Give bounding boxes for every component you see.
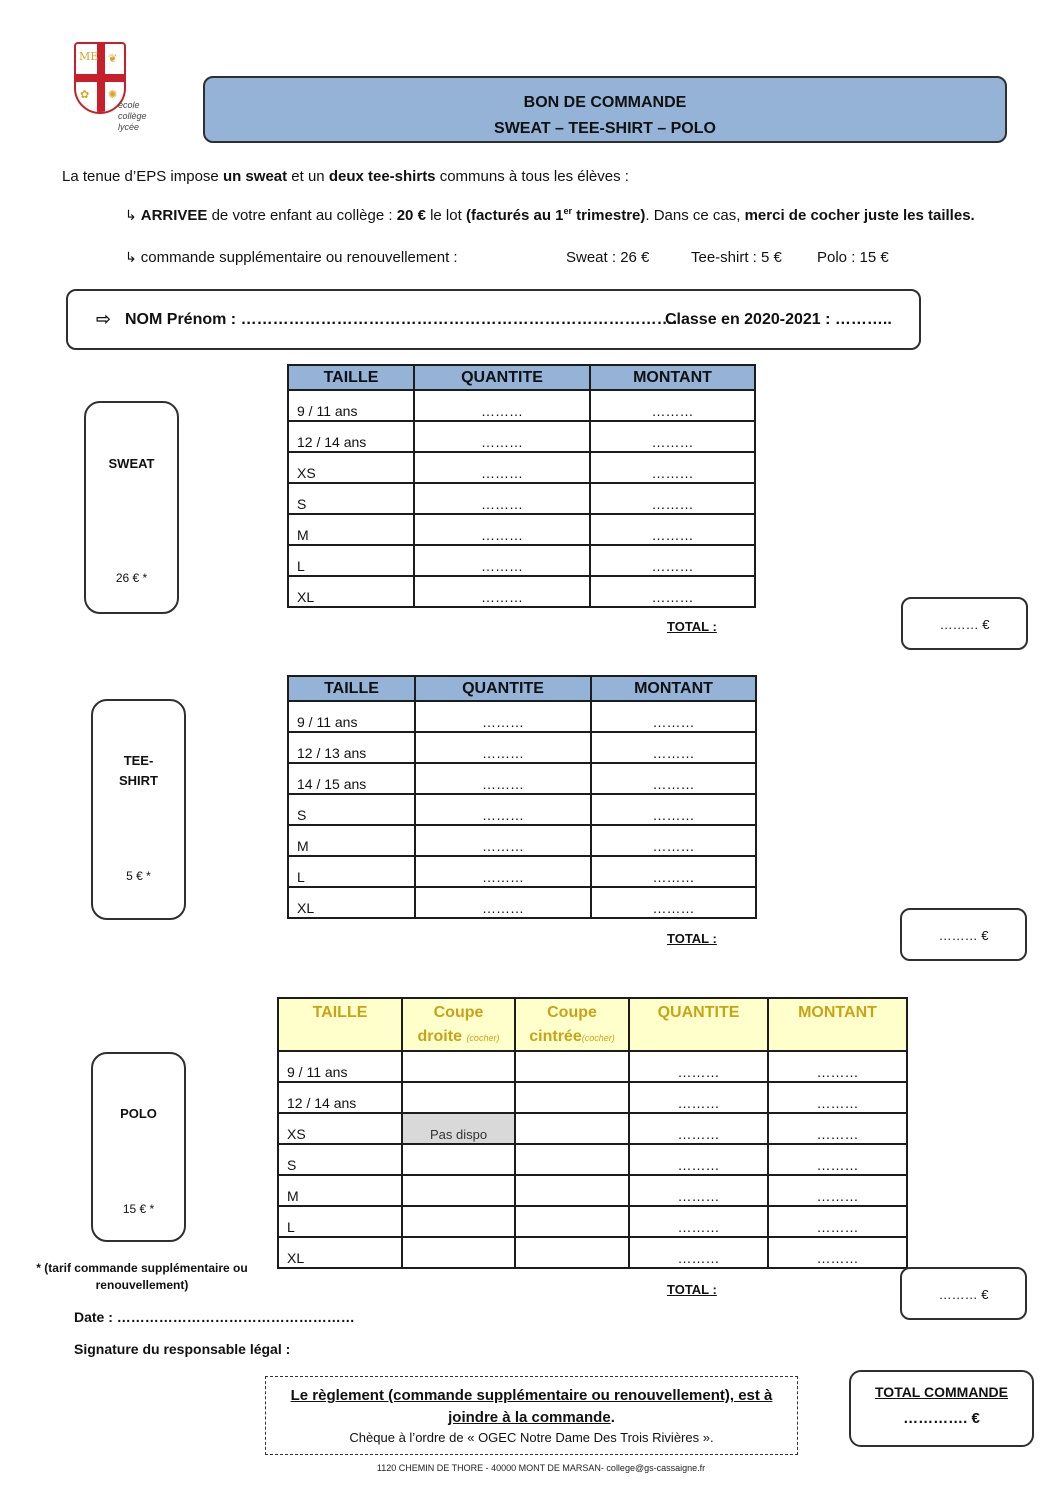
arrival-billing-end: trimestre) xyxy=(572,207,646,224)
arrival-label: ARRIVEE xyxy=(140,207,208,224)
amount-cell[interactable]: ……… xyxy=(768,1051,907,1082)
tee-label-2: SHIRT xyxy=(119,773,158,788)
polo-unit-price: 15 € * xyxy=(122,1202,155,1216)
col-montant: MONTANT xyxy=(590,365,755,390)
amount-cell[interactable]: ……… xyxy=(768,1175,907,1206)
coupe-cintree-checkbox[interactable] xyxy=(515,1206,629,1237)
intro-part: et un xyxy=(287,168,329,185)
size-cell: XL xyxy=(288,576,414,607)
sweat-price-text: Sweat : 26 € xyxy=(566,249,650,266)
table-row xyxy=(288,545,755,576)
logo-quadrant-1: ME xyxy=(79,50,99,63)
table-row xyxy=(288,421,755,452)
amount-cell[interactable]: ……… xyxy=(590,452,755,483)
col-coupe-cintree xyxy=(515,998,629,1051)
polo-label-box xyxy=(91,1052,186,1242)
col-coupe-droite xyxy=(402,998,515,1051)
quantity-cell[interactable]: ……… xyxy=(415,856,591,887)
total-order-value[interactable]: …………. € xyxy=(903,1410,980,1427)
tee-label-box xyxy=(91,699,186,920)
class-field[interactable]: Classe en 2020-2021 : ……….. xyxy=(665,311,892,328)
amount-cell[interactable]: ……… xyxy=(768,1082,907,1113)
amount-cell[interactable]: ……… xyxy=(591,701,756,732)
size-cell: M xyxy=(288,825,415,856)
col-montant: MONTANT xyxy=(591,676,756,701)
table-row xyxy=(278,1082,907,1113)
amount-cell[interactable]: ……… xyxy=(590,545,755,576)
arrival-part: de votre enfant au collège : xyxy=(207,207,397,224)
school-address: 1120 CHEMIN DE THORE - 40000 MONT DE MARSAN- college@gs-cassaigne.fr xyxy=(376,1463,706,1473)
size-cell: 9 / 11 ans xyxy=(278,1051,402,1082)
coupe-droite-checkbox[interactable] xyxy=(402,1082,515,1113)
quantity-cell[interactable]: ……… xyxy=(629,1175,768,1206)
hook-arrow-icon: ↳ xyxy=(125,250,137,266)
table-row xyxy=(288,856,756,887)
amount-cell[interactable]: ……… xyxy=(591,856,756,887)
signature-label: Signature du responsable légal : xyxy=(74,1341,291,1357)
size-cell: S xyxy=(278,1144,402,1175)
quantity-cell[interactable]: ……… xyxy=(415,825,591,856)
coupe-droite-checkbox[interactable] xyxy=(402,1144,515,1175)
coupe-droite-checkbox[interactable] xyxy=(402,1237,515,1268)
date-field[interactable]: Date : …………………………………………… xyxy=(74,1309,355,1325)
amount-cell[interactable]: ……… xyxy=(590,576,755,607)
quantity-cell[interactable]: ……… xyxy=(629,1082,768,1113)
logo-quadrant-4: ✺ xyxy=(108,88,118,101)
size-cell: M xyxy=(278,1175,402,1206)
payment-notice-period: . xyxy=(610,1409,615,1426)
quantity-cell[interactable]: ……… xyxy=(415,794,591,825)
logo-cross-horizontal xyxy=(76,74,124,82)
sweat-total-box[interactable]: ……… € xyxy=(901,597,1028,650)
quantity-cell[interactable]: ……… xyxy=(414,576,590,607)
amount-cell[interactable]: ……… xyxy=(768,1206,907,1237)
coupe-droite-checkbox[interactable] xyxy=(402,1206,515,1237)
intro-tshirts: deux tee-shirts xyxy=(328,168,436,185)
sweat-table xyxy=(287,364,756,608)
table-row xyxy=(288,576,755,607)
arrival-line xyxy=(125,206,975,224)
col-taille: TAILLE xyxy=(278,998,402,1051)
quantity-cell[interactable]: ……… xyxy=(415,732,591,763)
intro-text xyxy=(62,168,629,185)
size-cell: L xyxy=(288,856,415,887)
table-row xyxy=(288,390,755,421)
size-cell: S xyxy=(288,483,414,514)
amount-cell[interactable]: ……… xyxy=(590,390,755,421)
coupe-cintree-line2: cintrée xyxy=(529,1028,582,1045)
table-row xyxy=(278,1175,907,1206)
table-row xyxy=(288,514,755,545)
quantity-cell[interactable]: ……… xyxy=(415,701,591,732)
amount-cell[interactable]: ……… xyxy=(768,1113,907,1144)
coupe-droite-line1: Coupe xyxy=(433,1004,484,1021)
amount-cell[interactable]: ……… xyxy=(590,483,755,514)
size-cell: L xyxy=(278,1206,402,1237)
sweat-label-box xyxy=(84,401,179,614)
extra-order-label: commande supplémentaire ou renouvellement : xyxy=(140,249,458,266)
quantity-cell[interactable]: ……… xyxy=(414,514,590,545)
col-quantite: QUANTITE xyxy=(629,998,768,1051)
table-row xyxy=(288,483,755,514)
size-cell: 9 / 11 ans xyxy=(288,390,414,421)
arrow-right-icon: ⇨ xyxy=(96,309,112,330)
coupe-cintree-checkbox[interactable] xyxy=(515,1175,629,1206)
col-taille: TAILLE xyxy=(288,676,415,701)
payment-notice xyxy=(265,1376,798,1455)
polo-table xyxy=(277,997,908,1269)
size-cell: 12 / 13 ans xyxy=(288,732,415,763)
logo-quadrant-2: ❦ xyxy=(108,52,118,65)
table-row xyxy=(288,763,756,794)
coupe-cintree-checkbox[interactable] xyxy=(515,1144,629,1175)
coupe-cintree-checkbox[interactable] xyxy=(515,1237,629,1268)
table-header-row xyxy=(288,676,756,701)
title-banner xyxy=(203,76,1007,143)
payment-notice-text: Le règlement (commande supplémentaire ou renouvellement), est à joindre à la commande xyxy=(290,1387,773,1426)
tee-price-text: Tee-shirt : 5 € xyxy=(691,249,782,266)
quantity-cell[interactable]: ……… xyxy=(629,1144,768,1175)
table-header-row xyxy=(288,365,755,390)
amount-cell[interactable]: ……… xyxy=(591,825,756,856)
col-quantite: QUANTITE xyxy=(414,365,590,390)
col-quantite: QUANTITE xyxy=(415,676,591,701)
quantity-cell[interactable]: ……… xyxy=(629,1051,768,1082)
polo-total-label: TOTAL : xyxy=(667,1282,717,1297)
size-cell: XS xyxy=(288,452,414,483)
amount-cell[interactable]: ……… xyxy=(591,763,756,794)
size-cell: 9 / 11 ans xyxy=(288,701,415,732)
quantity-cell[interactable]: ……… xyxy=(415,763,591,794)
size-cell: L xyxy=(288,545,414,576)
coupe-droite-note: (cocher) xyxy=(466,1033,500,1043)
table-row xyxy=(278,1144,907,1175)
tee-total-box[interactable]: ……… € xyxy=(900,908,1027,961)
quantity-cell[interactable]: ……… xyxy=(414,421,590,452)
amount-cell[interactable]: ……… xyxy=(768,1144,907,1175)
size-cell: M xyxy=(288,514,414,545)
quantity-cell[interactable]: ……… xyxy=(414,545,590,576)
payment-notice-line1 xyxy=(266,1385,797,1429)
table-row xyxy=(288,794,756,825)
amount-cell[interactable]: ……… xyxy=(590,421,755,452)
table-row xyxy=(288,452,755,483)
size-cell: S xyxy=(288,794,415,825)
logo-line-college: collège xyxy=(118,111,147,121)
amount-cell[interactable]: ……… xyxy=(591,887,756,918)
hook-arrow-icon: ↳ xyxy=(125,208,137,224)
arrival-price: 20 € xyxy=(396,207,426,224)
sweat-label: SWEAT xyxy=(108,456,155,471)
table-row xyxy=(278,1113,907,1144)
coupe-cintree-checkbox[interactable] xyxy=(515,1051,629,1082)
coupe-droite-line2: droite xyxy=(417,1028,462,1045)
polo-total-box[interactable]: ……… € xyxy=(900,1267,1027,1320)
polo-label: POLO xyxy=(120,1106,157,1121)
table-header-row xyxy=(278,998,907,1051)
extra-order-line xyxy=(125,249,458,266)
col-taille: TAILLE xyxy=(288,365,414,390)
intro-sweat: un sweat xyxy=(222,168,288,185)
total-order-label: TOTAL COMMANDE xyxy=(875,1384,1008,1400)
logo-line-lycee: lycée xyxy=(118,122,140,132)
tee-total-label: TOTAL : xyxy=(667,931,717,946)
arrival-instruction: merci de cocher juste les tailles. xyxy=(744,207,975,224)
title-line-1: BON DE COMMANDE xyxy=(523,94,687,111)
amount-cell[interactable]: ……… xyxy=(768,1237,907,1268)
amount-cell[interactable]: ……… xyxy=(591,732,756,763)
not-available-cell: Pas dispo xyxy=(402,1113,515,1144)
quantity-cell[interactable]: ……… xyxy=(415,887,591,918)
arrival-billing: (facturés au 1 xyxy=(465,207,564,224)
tee-label-1: TEE- xyxy=(123,753,154,768)
total-order-box[interactable] xyxy=(849,1370,1034,1447)
polo-price-text: Polo : 15 € xyxy=(817,249,889,266)
size-cell: 12 / 14 ans xyxy=(288,421,414,452)
quantity-cell[interactable]: ……… xyxy=(414,390,590,421)
table-row xyxy=(278,1237,907,1268)
size-cell: XL xyxy=(288,887,415,918)
sweat-unit-price: 26 € * xyxy=(115,571,148,585)
table-row xyxy=(288,825,756,856)
logo-text xyxy=(110,100,188,133)
payment-notice-line2: Chèque à l’ordre de « OGEC Notre Dame Des Trois Rivières ». xyxy=(349,1430,714,1445)
size-cell: XS xyxy=(278,1113,402,1144)
tee-table xyxy=(287,675,757,919)
table-row xyxy=(288,732,756,763)
coupe-droite-checkbox[interactable] xyxy=(402,1051,515,1082)
size-cell: 12 / 14 ans xyxy=(278,1082,402,1113)
arrival-sup: er xyxy=(563,206,573,216)
quantity-cell[interactable]: ……… xyxy=(629,1113,768,1144)
quantity-cell[interactable]: ……… xyxy=(629,1237,768,1268)
intro-part: communs à tous les élèves : xyxy=(435,168,629,185)
sweat-total-label: TOTAL : xyxy=(667,619,717,634)
quantity-cell[interactable]: ……… xyxy=(629,1206,768,1237)
footnote: * (tarif commande supplémentaire ou renouvellement) xyxy=(36,1261,248,1292)
amount-cell[interactable]: ……… xyxy=(591,794,756,825)
name-field[interactable]: NOM Prénom : ………………………………………………………………………. xyxy=(125,311,678,328)
coupe-cintree-checkbox[interactable] xyxy=(515,1113,629,1144)
quantity-cell[interactable]: ……… xyxy=(414,483,590,514)
quantity-cell[interactable]: ……… xyxy=(414,452,590,483)
title-line-2: SWEAT – TEE-SHIRT – POLO xyxy=(494,120,716,137)
coupe-droite-checkbox[interactable] xyxy=(402,1175,515,1206)
coupe-cintree-note: (cocher) xyxy=(581,1033,615,1043)
arrival-part: . Dans ce cas, xyxy=(645,207,745,224)
name-class-box[interactable] xyxy=(66,289,921,350)
table-row xyxy=(278,1051,907,1082)
logo-quadrant-3: ✿ xyxy=(80,88,90,101)
arrival-part: le lot xyxy=(425,207,466,224)
intro-part: La tenue d’EPS impose xyxy=(62,168,223,185)
tee-unit-price: 5 € * xyxy=(126,869,151,883)
table-row xyxy=(288,701,756,732)
size-cell: XL xyxy=(278,1237,402,1268)
col-montant: MONTANT xyxy=(768,998,907,1051)
logo-line-ecole: école xyxy=(118,100,140,110)
coupe-cintree-line1: Coupe xyxy=(547,1004,597,1021)
table-row xyxy=(288,887,756,918)
table-row xyxy=(278,1206,907,1237)
coupe-cintree-checkbox[interactable] xyxy=(515,1082,629,1113)
size-cell: 14 / 15 ans xyxy=(288,763,415,794)
amount-cell[interactable]: ……… xyxy=(590,514,755,545)
